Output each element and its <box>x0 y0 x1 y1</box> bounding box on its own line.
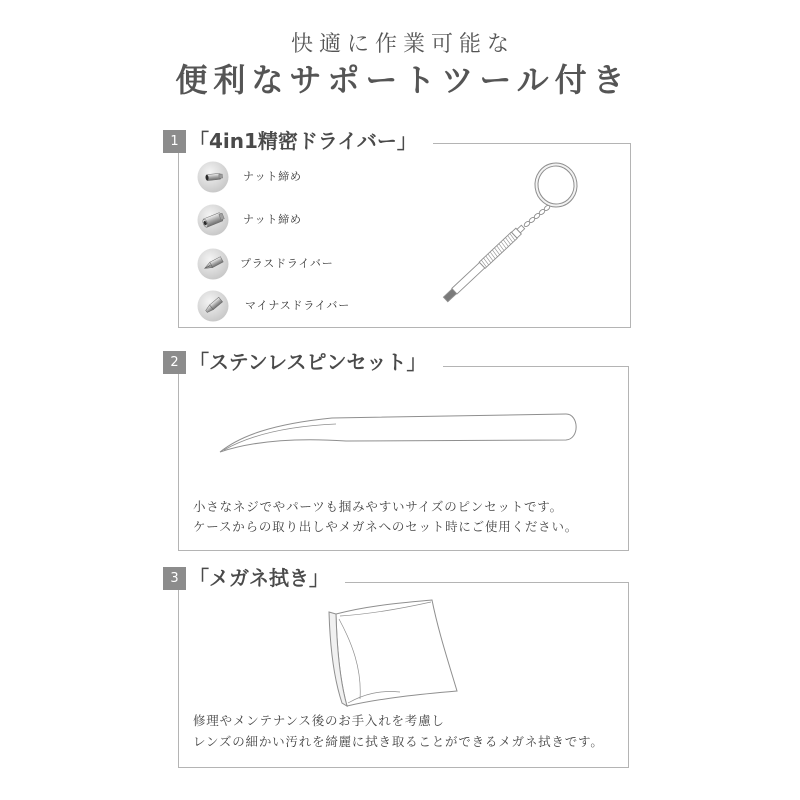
bit-label: ナット締め <box>243 213 302 226</box>
description-line: レンズの細かい汚れを綺麗に拭き取ることができるメガネ拭きです。 <box>193 734 604 749</box>
screwdriver-tip <box>443 289 456 302</box>
description-line: ケースからの取り出しやメガネへのセット時にご使用ください。 <box>193 519 579 534</box>
nut-driver-small-bit-icon <box>197 161 229 193</box>
header-subtitle: 快適に作業可能な <box>290 32 515 57</box>
section-number-badge: 3 <box>163 567 186 590</box>
section-title: 「ステンレスピンセット」 <box>189 350 427 374</box>
keychain-screwdriver-illustration <box>430 155 590 310</box>
bit-label: マイナスドライバー <box>245 299 350 312</box>
bit-label: プラスドライバー <box>240 257 334 270</box>
screwdriver-body <box>443 224 526 303</box>
screwdriver-grip <box>479 232 517 268</box>
section-title: 「4in1精密ドライバー」 <box>189 129 417 153</box>
cloth-body <box>336 600 457 706</box>
section-description <box>193 710 604 752</box>
bit-item <box>197 161 397 193</box>
section-number-badge: 2 <box>163 351 186 374</box>
section-description <box>193 497 578 537</box>
description-line: 小さなネジでやパーツも掴みやすいサイズのピンセットです。 <box>193 499 563 514</box>
flathead-bit-icon <box>197 290 229 322</box>
section-header <box>163 351 443 374</box>
bit-label: ナット締め <box>243 170 302 183</box>
key-ring <box>532 160 580 209</box>
cleaning-cloth-illustration <box>320 595 465 713</box>
description-line: 修理やメンテナンス後のお手入れを考慮し <box>193 713 445 728</box>
phillips-bit-icon <box>197 248 229 280</box>
section-title: 「メガネ拭き」 <box>189 566 329 590</box>
section-number-badge: 1 <box>163 130 186 153</box>
nut-driver-large-bit-icon <box>197 204 229 236</box>
tweezers-outline <box>220 414 576 452</box>
section-header <box>163 130 433 153</box>
key-chain <box>523 204 550 227</box>
tweezers-illustration <box>210 405 585 460</box>
section-header <box>163 567 345 590</box>
bit-item <box>197 290 397 322</box>
bit-item <box>197 204 397 236</box>
screwdriver-shaft <box>452 262 485 294</box>
header-title: 便利なサポートツール付き <box>175 61 631 99</box>
bit-item <box>197 248 397 280</box>
